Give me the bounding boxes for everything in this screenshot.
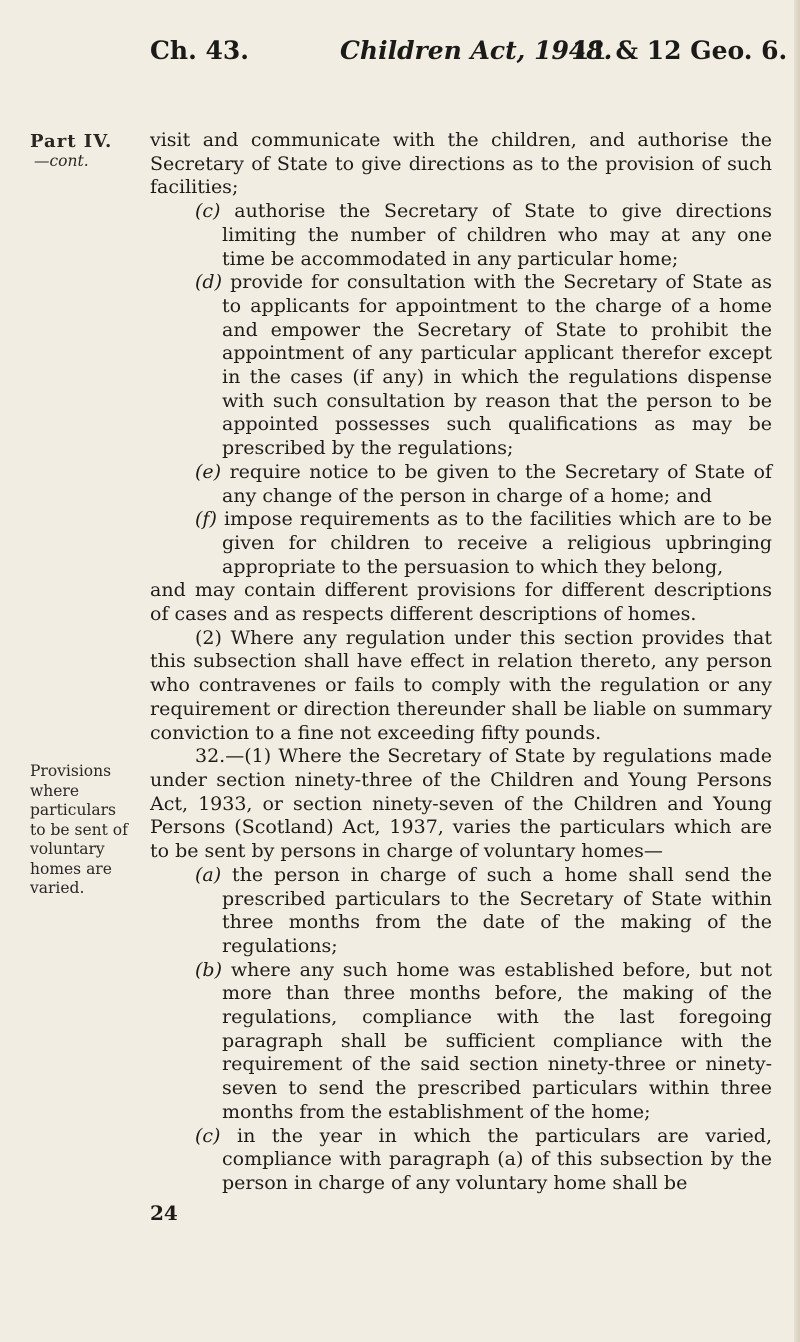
clause-a-label: (a)	[195, 863, 222, 886]
section-32: 32.—(1) Where the Secretary of State by regulations made under section ninety-three of the Children and Young Persons Act, 1933, or section ninety-seven of the Children and Young Persons (Scotland) Act, 1937, varies the particulars which are to be sent by persons in charge of voluntary homes—	[150, 745, 772, 863]
clause-e-text: require notice to be given to the Secretary of State of any change of the person in charge of a home; and	[222, 460, 772, 507]
clause-b	[195, 959, 772, 1125]
clause-b-label: (b)	[195, 958, 222, 981]
margin-note: Provisions where particulars to be sent of voluntary homes are varied.	[30, 762, 128, 897]
clause-f-text: impose requirements as to the facilities which are to be given for children to receive a religious upbringing appropriate to the persuasion to which they belong,	[222, 508, 772, 578]
clause-c	[195, 200, 772, 271]
clause-c-text: authorise the Secretary of State to give directions limiting the number of children who may at any one time be accommodated in any particular home;	[222, 200, 772, 270]
page-edge	[794, 0, 800, 1342]
clause-c2	[195, 1125, 772, 1196]
running-head-chapter: Ch. 43.	[150, 36, 249, 65]
clause-b-text: where any such home was established before, but not more than three months before, the making of the regulations, compliance with the last foregoing paragraph shall be sufficient compliance with the requirement of the said section ninety-three or ninety-seven to send the prescribed particulars within three months from the establishment of the home;	[222, 958, 772, 1123]
clause-d-text: provide for consultation with the Secretary of State as to applicants for appointment to the charge of a home and empower the Secretary of State to prohibit the appointment of any particular applicant therefor except in the cases (if any) in which the regulations dispense with such consultation by reason that the person to be appointed possesses such qualifications as may be prescribed by the regulations;	[222, 271, 772, 460]
clause-d-label: (d)	[195, 271, 222, 294]
page-number: 24	[150, 1200, 178, 1225]
clause-e-label: (e)	[195, 460, 222, 483]
margin-part-cont: —cont.	[34, 151, 89, 170]
margin-part-label	[30, 132, 112, 171]
running-head-regnal-year: 11 & 12 Geo. 6.	[572, 36, 788, 65]
subsection-2: (2) Where any regulation under this section provides that this subsection shall have effect in relation thereto, any person who contravenes or fails to comply with the regulation or any requirement or direction thereunder shall be liable on summary conviction to a fine not exceeding fifty pounds.	[150, 626, 772, 744]
clause-f	[195, 508, 772, 579]
lead-paragraph: visit and communicate with the children, and authorise the Secretary of State to give directions as to the provision of such facilities;	[150, 129, 772, 199]
clause-d	[195, 271, 772, 461]
clause-a	[195, 864, 772, 959]
clause-c2-text: in the year in which the particulars are varied, compliance with paragraph (a) of this subsection by the person in charge of any voluntary home shall be	[222, 1124, 772, 1194]
clause-a-text: the person in charge of such a home shall send the prescribed particulars to the Secretary of State within three months from the date of the making of the regulations;	[222, 863, 772, 957]
clause-c-label: (c)	[195, 200, 221, 223]
body-text	[150, 129, 772, 1225]
clause-f-label: (f)	[195, 508, 217, 531]
closing-paragraph: and may contain different provisions for different descriptions of cases and as respects different descriptions of homes.	[150, 579, 772, 626]
margin-part: Part IV.	[30, 131, 113, 152]
running-head-title: Children Act, 1948.	[340, 36, 613, 65]
clause-e	[195, 461, 772, 508]
clause-c2-label: (c)	[195, 1124, 221, 1147]
